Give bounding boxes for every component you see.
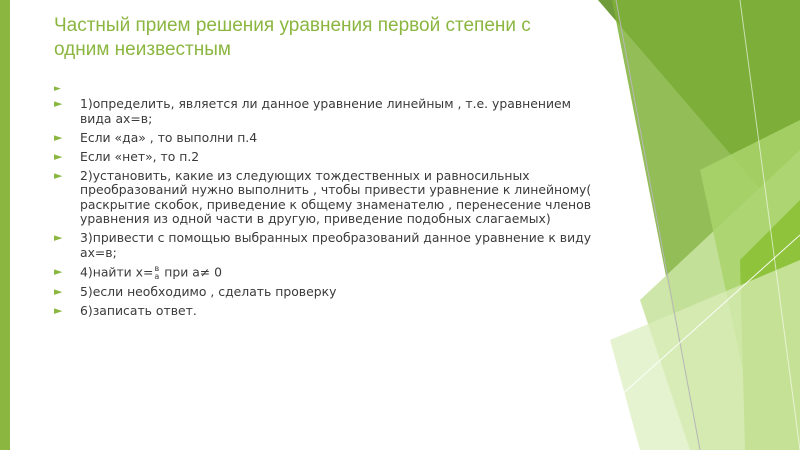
triangle-right-icon: ► bbox=[54, 304, 63, 317]
list-item-text: 5)если необходимо , сделать проверку bbox=[80, 284, 337, 299]
list-item bbox=[54, 231, 602, 260]
bullet-list bbox=[54, 97, 602, 323]
fraction bbox=[154, 265, 159, 281]
list-item-text: 2)установить, какие из следующих тождественных и равносильных преобразований нужно выполнить , чтобы привести уравнение к линейному( раскрытие скобок, приведение к общему знаменателю , перенесение членов уравнения из одной части в другую, приведение подобных слагаемых) bbox=[80, 167, 592, 226]
slide-title: Частный прием решения уравнения первой степени с одним неизвестным bbox=[54, 15, 531, 60]
list-item bbox=[54, 97, 602, 126]
triangle-right-icon: ► bbox=[54, 149, 63, 163]
list-item-text: 6)записать ответ. bbox=[80, 303, 197, 318]
list-item bbox=[54, 285, 602, 300]
list-item-text: Если «нет», то п.2 bbox=[80, 148, 200, 164]
left-accent-bar bbox=[0, 0, 10, 450]
triangle-right-icon: ► bbox=[54, 130, 63, 144]
list-item-text: Если «да» , то выполни п.4 bbox=[80, 129, 258, 145]
list-item-text: 1)определить, является ли данное уравнение линейным , т.е. уравнением вида ах=в; bbox=[80, 96, 571, 126]
fraction-denominator: а bbox=[154, 271, 160, 281]
list-item bbox=[54, 169, 602, 227]
formula-prefix: 4)найти х= bbox=[80, 264, 154, 279]
list-item-text: 3)привести с помощью выбранных преобразований данное уравнение к виду ах=в; bbox=[80, 230, 592, 260]
triangle-right-icon: ► bbox=[54, 168, 63, 182]
list-item bbox=[54, 304, 602, 319]
fraction-numerator: в bbox=[154, 263, 160, 273]
empty-bullet-icon: ► bbox=[54, 84, 61, 94]
triangle-right-icon: ► bbox=[54, 97, 63, 110]
formula-suffix: при а≠ 0 bbox=[160, 264, 222, 279]
list-item bbox=[54, 265, 602, 281]
list-item bbox=[54, 150, 602, 165]
triangle-right-icon: ► bbox=[54, 231, 63, 244]
triangle-right-icon: ► bbox=[54, 264, 63, 278]
triangle-right-icon: ► bbox=[54, 285, 63, 298]
list-item bbox=[54, 131, 602, 146]
